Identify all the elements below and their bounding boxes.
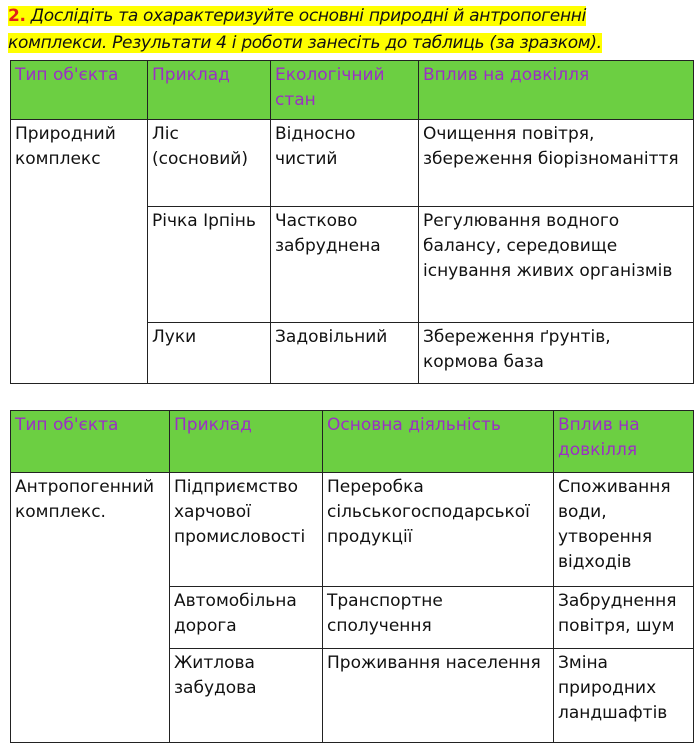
table-header-row [11,61,694,120]
cell: Проживання населення [323,649,554,743]
cell: Очищення повітря, збереження біорізноманіття [419,120,694,207]
task-line-2: комплекси. Результати 4 і роботи занесіть до таблиць (за зразком). [8,33,602,53]
task-text [8,3,602,57]
cell: Автомобільна дорога [170,587,323,649]
cell: Луки [148,323,271,384]
table-header-row [11,411,694,473]
header-cell: Приклад [170,411,323,473]
header-cell: Екологічний стан [271,61,419,120]
cell: Відносно чистий [271,120,419,207]
table-row [11,473,694,587]
cell: Зміна природних ландшафтів [554,649,694,743]
cell: Підприємство харчової промисловості [170,473,323,587]
cell: Транспортне сполучення [323,587,554,649]
cell: Забруднення повітря, шум [554,587,694,649]
header-cell: Приклад [148,61,271,120]
header-cell: Вплив на довкілля [419,61,694,120]
table-row [11,120,694,207]
cell: Споживання води, утворення відходів [554,473,694,587]
cell: Житлова забудова [170,649,323,743]
cell: Частково забруднена [271,207,419,323]
header-cell: Тип об'єкта [11,411,170,473]
task-number: 2. [8,6,26,26]
header-cell: Вплив на довкілля [554,411,694,473]
header-cell: Тип об'єкта [11,61,148,120]
anthropogenic-complex-table [10,410,694,743]
cell: Переробка сільськогосподарської продукції [323,473,554,587]
group-cell: Антропогенний комплекс. [11,473,170,743]
cell: Задовільний [271,323,419,384]
cell: Річка Ірпінь [148,207,271,323]
cell: Регулювання водного балансу, середовище існування живих організмів [419,207,694,323]
cell: Збереження ґрунтів, кормова база [419,323,694,384]
task-line-1: Дослідіть та охарактеризуйте основні природні й антропогенні [30,6,587,26]
group-cell: Природний комплекс [11,120,148,384]
header-cell: Основна діяльність [323,411,554,473]
natural-complex-table [10,60,694,384]
cell: Ліс (сосновий) [148,120,271,207]
